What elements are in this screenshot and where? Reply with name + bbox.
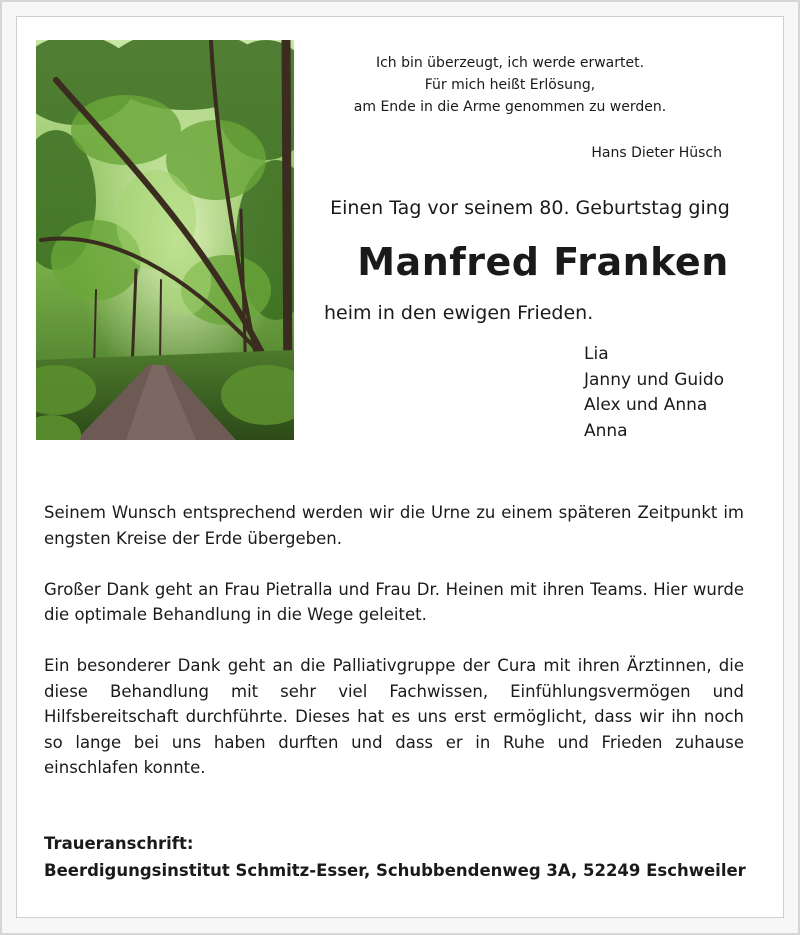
quote-line: Für mich heißt Erlösung, bbox=[424, 77, 596, 93]
address-label: Traueranschrift: bbox=[44, 834, 194, 853]
message-body bbox=[44, 500, 744, 806]
family-list bbox=[584, 342, 724, 444]
forest-path-photo bbox=[36, 40, 294, 440]
mourning-address bbox=[44, 830, 764, 884]
paragraph-urn: Seinem Wunsch entsprechend werden wir die Urne zu einem späteren Zeitpunkt im engsten Kreise der Erde übergeben. bbox=[44, 503, 744, 548]
family-member: Lia bbox=[584, 344, 609, 364]
announcement-intro: Einen Tag vor seinem 80. Geburtstag ging bbox=[330, 197, 730, 219]
announcement-outro: heim in den ewigen Frieden. bbox=[324, 302, 594, 324]
deceased-name: Manfred Franken bbox=[357, 240, 729, 284]
family-member: Anna bbox=[584, 420, 628, 441]
paragraph-thanks-palliative: Ein besonderer Dank geht an die Palliativgruppe der Cura mit ihren Ärztinnen, die diese Behandlung mit sehr viel Fachwissen, Einfühlungsvermögen und Hilfsbereitschaft durchführte. Dieses hat es uns erst ermöglicht, dass wir ihn noch so lange bei uns haben durften und dass er in Ruhe und Frieden zuhause einschlafen konnte. bbox=[44, 656, 744, 777]
family-member: Alex und Anna bbox=[584, 395, 708, 415]
poem-quote bbox=[310, 52, 710, 118]
paragraph-thanks-doctors: Großer Dank geht an Frau Pietralla und Frau Dr. Heinen mit ihren Teams. Hier wurde die optimale Behandlung in die Wege geleitet. bbox=[44, 579, 744, 624]
quote-author: Hans Dieter Hüsch bbox=[591, 145, 722, 161]
quote-line: am Ende in die Arme genommen zu werden. bbox=[353, 99, 667, 115]
quote-line: Ich bin überzeugt, ich werde erwartet. bbox=[375, 55, 645, 71]
family-member: Janny und Guido bbox=[584, 369, 725, 390]
address-value: Beerdigungsinstitut Schmitz-Esser, Schubbendenweg 3A, 52249 Eschweiler bbox=[44, 861, 746, 880]
